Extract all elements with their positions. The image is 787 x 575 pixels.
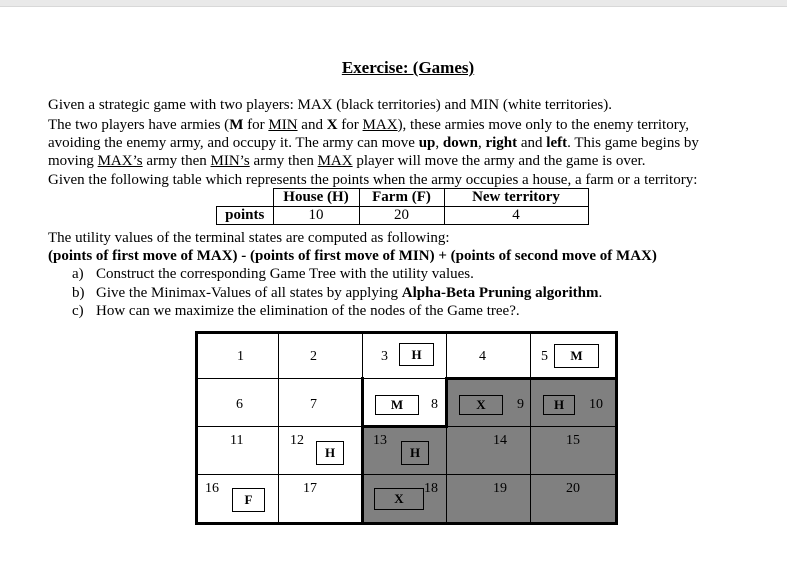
board-border-line <box>361 425 448 428</box>
intro-line-3: avoiding the enemy army, and occupy it. The army can move up, down, right and left. This game begins by <box>48 135 699 151</box>
cell-number: 13 <box>373 433 387 448</box>
intro-line-1: Given a strategic game with two players: MAX (black territories) and MIN (white territories). <box>48 97 612 113</box>
points-table-header-row <box>217 189 589 207</box>
board-cell-15 <box>531 427 618 475</box>
cell-number: 20 <box>566 481 580 496</box>
game-board <box>195 331 618 525</box>
header-new-territory: New territory <box>444 189 588 207</box>
intro-line-4: moving MAX’s army then MIN’s army then MAX player will move the army and the game is over. <box>48 153 646 169</box>
intro-line-5: Given the following table which represents the points when the army occupies a house, a farm or a territory: <box>48 172 698 188</box>
cell-number: 11 <box>230 433 244 448</box>
cell-number: 1 <box>237 349 244 364</box>
question-a: a) Construct the corresponding Game Tree with the utility values. <box>72 266 474 282</box>
cell-token-x: X <box>374 488 424 510</box>
points-table <box>216 188 589 225</box>
cell-number: 6 <box>236 397 243 412</box>
question-b: b) Give the Minimax-Values of all states by applying Alpha-Beta Pruning algorithm. <box>72 285 603 301</box>
cell-number: 15 <box>566 433 580 448</box>
header-farm: Farm (F) <box>359 189 444 207</box>
board-cell-6 <box>195 379 279 427</box>
cell-number: 5 <box>541 349 548 364</box>
intro-line-2: The two players have armies (M for MIN and X for MAX), these armies move only to the enemy territory, <box>48 117 690 133</box>
board-cell-17 <box>279 475 363 525</box>
board-cell-8 <box>363 379 447 427</box>
utility-intro: The utility values of the terminal states are computed as following: <box>48 230 450 246</box>
board-cell-12 <box>279 427 363 475</box>
value-house: 10 <box>273 207 359 225</box>
cell-token-h: H <box>399 343 434 366</box>
cell-number: 10 <box>589 397 603 412</box>
board-cell-18 <box>363 475 447 525</box>
cell-number: 12 <box>290 433 304 448</box>
value-farm: 20 <box>359 207 444 225</box>
cell-token-h: H <box>316 441 344 465</box>
board-cell-10 <box>531 379 618 427</box>
cell-number: 2 <box>310 349 317 364</box>
cell-number: 18 <box>424 481 438 496</box>
board-cell-19 <box>447 475 531 525</box>
board-border-line <box>447 377 618 380</box>
window-top-bar <box>0 0 787 7</box>
points-table-row <box>217 207 589 225</box>
board-cell-16 <box>195 475 279 525</box>
cell-number: 4 <box>479 349 486 364</box>
board-cell-2 <box>279 331 363 379</box>
board-cell-4 <box>447 331 531 379</box>
board-border-line <box>195 331 618 334</box>
cell-token-f: F <box>232 488 265 512</box>
row-label-points: points <box>217 207 274 225</box>
cell-number: 16 <box>205 481 219 496</box>
utility-formula: (points of first move of MAX) - (points of first move of MIN) + (points of second move of MAX) <box>48 248 657 264</box>
cell-number: 14 <box>493 433 507 448</box>
cell-token-x: X <box>459 395 503 415</box>
board-cell-7 <box>279 379 363 427</box>
board-border-line <box>361 377 364 427</box>
cell-number: 17 <box>303 481 317 496</box>
cell-number: 19 <box>493 481 507 496</box>
board-cell-14 <box>447 427 531 475</box>
board-cell-9 <box>447 379 531 427</box>
board-cell-1 <box>195 331 279 379</box>
board-border-line <box>615 331 618 525</box>
board-border-line <box>361 427 364 525</box>
cell-token-h: H <box>543 395 575 415</box>
board-cell-13 <box>363 427 447 475</box>
value-new-territory: 4 <box>444 207 588 225</box>
cell-number: 8 <box>431 397 438 412</box>
page-title: Exercise: (Games) <box>341 58 475 77</box>
board-cell-5 <box>531 331 618 379</box>
board-border-line <box>445 377 448 427</box>
cell-number: 7 <box>310 397 317 412</box>
cell-token-m: M <box>554 344 599 368</box>
points-table-corner <box>217 189 274 207</box>
board-cell-11 <box>195 427 279 475</box>
cell-token-h: H <box>401 441 429 465</box>
cell-token-m: M <box>375 395 419 415</box>
header-house: House (H) <box>273 189 359 207</box>
board-border-line <box>195 522 618 525</box>
question-c: c) How can we maximize the elimination of the nodes of the Game tree?. <box>72 303 520 319</box>
cell-number: 3 <box>381 349 388 364</box>
cell-number: 9 <box>517 397 524 412</box>
board-cell-20 <box>531 475 618 525</box>
board-border-line <box>195 331 198 525</box>
board-cell-3 <box>363 331 447 379</box>
